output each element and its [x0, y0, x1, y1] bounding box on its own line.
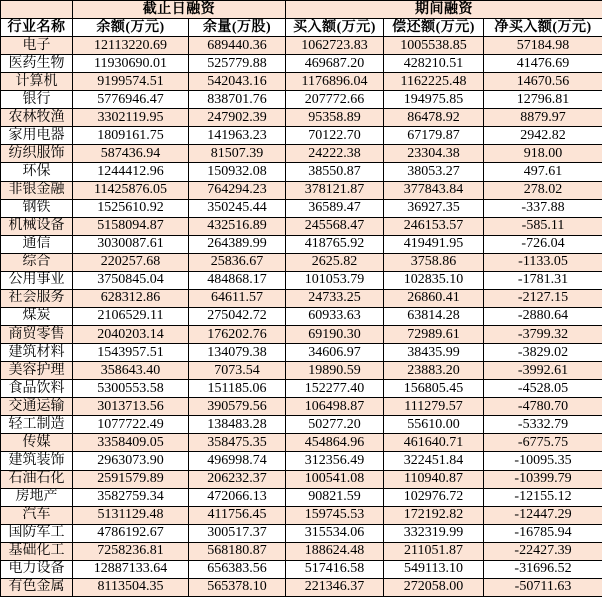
industry-name-cell[interactable]: 商贸零售 — [1, 326, 73, 344]
value-cell[interactable]: 454864.96 — [286, 434, 384, 452]
industry-name-cell[interactable]: 基础化工 — [1, 542, 73, 560]
industry-name-cell[interactable]: 传媒 — [1, 434, 73, 452]
value-cell[interactable]: 496998.74 — [189, 452, 286, 470]
value-cell[interactable]: 275042.72 — [189, 307, 286, 325]
value-cell[interactable]: 106498.87 — [286, 398, 384, 416]
industry-name-cell[interactable]: 轻工制造 — [1, 416, 73, 434]
column-header-buy-amount[interactable]: 买入额(万元) — [286, 19, 384, 37]
value-cell[interactable]: 377843.84 — [384, 181, 484, 199]
value-cell[interactable]: 764294.23 — [189, 181, 286, 199]
value-cell[interactable]: 246153.57 — [384, 217, 484, 235]
industry-name-cell[interactable]: 社会服务 — [1, 289, 73, 307]
value-cell[interactable]: 568180.87 — [189, 542, 286, 560]
industry-name-cell[interactable]: 汽车 — [1, 506, 73, 524]
industry-name-cell[interactable]: 电子 — [1, 37, 73, 55]
value-cell[interactable]: 2625.82 — [286, 253, 384, 271]
value-cell[interactable]: 221346.37 — [286, 578, 384, 596]
value-cell[interactable]: 150932.08 — [189, 163, 286, 181]
value-cell[interactable]: -31696.52 — [484, 560, 602, 578]
value-cell[interactable]: 390579.56 — [189, 398, 286, 416]
value-cell[interactable]: 264389.99 — [189, 235, 286, 253]
value-cell[interactable]: 211051.87 — [384, 542, 484, 560]
industry-name-cell[interactable]: 煤炭 — [1, 307, 73, 325]
industry-name-cell[interactable]: 钢铁 — [1, 199, 73, 217]
value-cell[interactable]: 138483.28 — [189, 416, 286, 434]
value-cell[interactable]: 1543957.51 — [73, 344, 189, 362]
value-cell[interactable]: 517416.58 — [286, 560, 384, 578]
value-cell[interactable]: 172192.82 — [384, 506, 484, 524]
value-cell[interactable]: -2127.15 — [484, 289, 602, 307]
table-row — [1, 344, 602, 362]
value-cell[interactable]: 81507.39 — [189, 145, 286, 163]
value-cell[interactable]: 5131129.48 — [73, 506, 189, 524]
value-cell[interactable]: 69190.30 — [286, 326, 384, 344]
table-row — [1, 127, 602, 145]
table-row — [1, 506, 602, 524]
group-header-period-financing[interactable]: 期间融资 — [286, 1, 602, 19]
column-header-net-buy-amount[interactable]: 净买入额(万元) — [484, 19, 602, 37]
table-row — [1, 434, 602, 452]
value-cell[interactable]: 565378.10 — [189, 578, 286, 596]
value-cell[interactable]: 102835.10 — [384, 271, 484, 289]
table-row — [1, 37, 602, 55]
value-cell[interactable]: 70122.70 — [286, 127, 384, 145]
column-header-balance[interactable]: 余额(万元) — [73, 19, 189, 37]
value-cell[interactable]: 472066.13 — [189, 488, 286, 506]
table-row — [1, 416, 602, 434]
value-cell[interactable]: 151185.06 — [189, 380, 286, 398]
table-row — [1, 199, 602, 217]
value-cell[interactable]: -50711.63 — [484, 578, 602, 596]
value-cell[interactable]: 350245.44 — [189, 199, 286, 217]
table-row — [1, 91, 602, 109]
value-cell[interactable]: 628312.86 — [73, 289, 189, 307]
table-row — [1, 73, 602, 91]
value-cell[interactable]: -12155.12 — [484, 488, 602, 506]
industry-name-cell[interactable]: 食品饮料 — [1, 380, 73, 398]
value-cell[interactable]: 838701.76 — [189, 91, 286, 109]
value-cell[interactable]: 300517.37 — [189, 524, 286, 542]
value-cell[interactable]: 432516.89 — [189, 217, 286, 235]
table-row — [1, 253, 602, 271]
value-cell[interactable]: 110940.87 — [384, 470, 484, 488]
value-cell[interactable]: 3758.86 — [384, 253, 484, 271]
value-cell[interactable]: 358643.40 — [73, 362, 189, 380]
industry-name-cell[interactable]: 农林牧渔 — [1, 109, 73, 127]
value-cell[interactable]: 64611.57 — [189, 289, 286, 307]
value-cell[interactable]: 12887133.64 — [73, 560, 189, 578]
value-cell[interactable]: 7258236.81 — [73, 542, 189, 560]
value-cell[interactable]: 3750845.04 — [73, 271, 189, 289]
value-cell[interactable]: 38435.99 — [384, 344, 484, 362]
value-cell[interactable]: 2591579.89 — [73, 470, 189, 488]
table-row — [1, 452, 602, 470]
value-cell[interactable]: 206232.37 — [189, 470, 286, 488]
industry-name-cell[interactable]: 医药生物 — [1, 55, 73, 73]
value-cell[interactable]: 5776946.47 — [73, 91, 189, 109]
value-cell[interactable]: 2040203.14 — [73, 326, 189, 344]
industry-name-cell[interactable]: 纺织服饰 — [1, 145, 73, 163]
industry-name-cell[interactable]: 计算机 — [1, 73, 73, 91]
value-cell[interactable]: 60933.63 — [286, 307, 384, 325]
value-cell[interactable]: 8113504.35 — [73, 578, 189, 596]
value-cell[interactable]: -3992.61 — [484, 362, 602, 380]
column-header-volume[interactable]: 余量(万股) — [189, 19, 286, 37]
value-cell[interactable]: 484868.17 — [189, 271, 286, 289]
industry-name-cell[interactable]: 建筑装饰 — [1, 452, 73, 470]
value-cell[interactable]: 3013713.56 — [73, 398, 189, 416]
industry-name-cell[interactable]: 石油石化 — [1, 470, 73, 488]
value-cell[interactable]: -10399.79 — [484, 470, 602, 488]
value-cell[interactable]: 1809161.75 — [73, 127, 189, 145]
value-cell[interactable]: 419491.95 — [384, 235, 484, 253]
value-cell[interactable]: 207772.66 — [286, 91, 384, 109]
value-cell[interactable]: -1133.05 — [484, 253, 602, 271]
value-cell[interactable]: -585.11 — [484, 217, 602, 235]
value-cell[interactable]: 176202.76 — [189, 326, 286, 344]
value-cell[interactable]: 1062723.83 — [286, 37, 384, 55]
value-cell[interactable]: 1005538.85 — [384, 37, 484, 55]
value-cell[interactable]: 587436.94 — [73, 145, 189, 163]
value-cell[interactable]: 24733.25 — [286, 289, 384, 307]
value-cell[interactable]: 1244412.96 — [73, 163, 189, 181]
value-cell[interactable]: 101053.79 — [286, 271, 384, 289]
value-cell[interactable]: 549113.10 — [384, 560, 484, 578]
value-cell[interactable]: 11930690.01 — [73, 55, 189, 73]
column-header-industry[interactable]: 行业名称 — [1, 19, 73, 37]
industry-name-cell[interactable]: 公用事业 — [1, 271, 73, 289]
value-cell[interactable]: 24222.38 — [286, 145, 384, 163]
table-row — [1, 362, 602, 380]
table-row — [1, 380, 602, 398]
value-cell[interactable]: -10095.35 — [484, 452, 602, 470]
value-cell[interactable]: 26860.41 — [384, 289, 484, 307]
value-cell[interactable]: 3302119.95 — [73, 109, 189, 127]
value-cell[interactable]: 194975.85 — [384, 91, 484, 109]
value-cell[interactable]: -22427.39 — [484, 542, 602, 560]
table-row — [1, 109, 602, 127]
table-row — [1, 163, 602, 181]
value-cell[interactable]: 25836.67 — [189, 253, 286, 271]
industry-name-cell[interactable]: 家用电器 — [1, 127, 73, 145]
value-cell[interactable]: 497.61 — [484, 163, 602, 181]
value-cell[interactable]: 378121.87 — [286, 181, 384, 199]
value-cell[interactable]: 272058.00 — [384, 578, 484, 596]
group-header-deadline-financing[interactable]: 截止日融资 — [73, 1, 286, 19]
value-cell[interactable]: 19890.59 — [286, 362, 384, 380]
value-cell[interactable]: -3829.02 — [484, 344, 602, 362]
table-row — [1, 145, 602, 163]
value-cell[interactable]: -4780.70 — [484, 398, 602, 416]
value-cell[interactable]: -726.04 — [484, 235, 602, 253]
table-row — [1, 307, 602, 325]
value-cell[interactable]: 5158094.87 — [73, 217, 189, 235]
industry-name-cell[interactable]: 房地产 — [1, 488, 73, 506]
value-cell[interactable]: 36589.47 — [286, 199, 384, 217]
value-cell[interactable]: 67179.87 — [384, 127, 484, 145]
value-cell[interactable]: 1162225.48 — [384, 73, 484, 91]
value-cell[interactable]: 8879.97 — [484, 109, 602, 127]
value-cell[interactable]: 23304.38 — [384, 145, 484, 163]
value-cell[interactable]: 2942.82 — [484, 127, 602, 145]
value-cell[interactable]: 156805.45 — [384, 380, 484, 398]
industry-name-cell[interactable]: 综合 — [1, 253, 73, 271]
value-cell[interactable]: 525779.88 — [189, 55, 286, 73]
value-cell[interactable]: 9199574.51 — [73, 73, 189, 91]
industry-name-cell[interactable]: 电力设备 — [1, 560, 73, 578]
value-cell[interactable]: 11425876.05 — [73, 181, 189, 199]
value-cell[interactable]: 461640.71 — [384, 434, 484, 452]
industry-name-cell[interactable]: 交通运输 — [1, 398, 73, 416]
value-cell[interactable]: 315534.06 — [286, 524, 384, 542]
value-cell[interactable]: 63814.28 — [384, 307, 484, 325]
value-cell[interactable]: 358475.35 — [189, 434, 286, 452]
value-cell[interactable]: -16785.94 — [484, 524, 602, 542]
value-cell[interactable]: 428210.51 — [384, 55, 484, 73]
table-row — [1, 289, 602, 307]
value-cell[interactable]: 1525610.92 — [73, 199, 189, 217]
industry-name-cell[interactable]: 建筑材料 — [1, 344, 73, 362]
value-cell[interactable]: 141963.23 — [189, 127, 286, 145]
value-cell[interactable]: -1781.31 — [484, 271, 602, 289]
value-cell[interactable]: 188624.48 — [286, 542, 384, 560]
value-cell[interactable]: 220257.68 — [73, 253, 189, 271]
table-row — [1, 55, 602, 73]
corner-cell[interactable] — [1, 1, 73, 19]
group-header-row — [1, 1, 602, 19]
table-body — [1, 37, 602, 597]
table-row — [1, 542, 602, 560]
value-cell[interactable]: 86478.92 — [384, 109, 484, 127]
value-cell[interactable]: 7073.54 — [189, 362, 286, 380]
value-cell[interactable]: -12447.29 — [484, 506, 602, 524]
table-row — [1, 470, 602, 488]
value-cell[interactable]: 159745.53 — [286, 506, 384, 524]
table-row — [1, 181, 602, 199]
value-cell[interactable]: 278.02 — [484, 181, 602, 199]
value-cell[interactable]: -337.88 — [484, 199, 602, 217]
industry-name-cell[interactable]: 有色金属 — [1, 578, 73, 596]
value-cell[interactable]: -2880.64 — [484, 307, 602, 325]
value-cell[interactable]: 152277.40 — [286, 380, 384, 398]
value-cell[interactable]: 12796.81 — [484, 91, 602, 109]
value-cell[interactable]: 55610.00 — [384, 416, 484, 434]
table-row — [1, 578, 602, 596]
value-cell[interactable]: 322451.84 — [384, 452, 484, 470]
value-cell[interactable]: 1176896.04 — [286, 73, 384, 91]
value-cell[interactable]: 245568.47 — [286, 217, 384, 235]
value-cell[interactable]: 36927.35 — [384, 199, 484, 217]
value-cell[interactable]: 469687.20 — [286, 55, 384, 73]
industry-name-cell[interactable]: 通信 — [1, 235, 73, 253]
value-cell[interactable]: 38550.87 — [286, 163, 384, 181]
value-cell[interactable]: -6775.75 — [484, 434, 602, 452]
value-cell[interactable]: 134079.38 — [189, 344, 286, 362]
value-cell[interactable]: 1077722.49 — [73, 416, 189, 434]
value-cell[interactable]: 90821.59 — [286, 488, 384, 506]
value-cell[interactable]: 41476.69 — [484, 55, 602, 73]
table-row — [1, 235, 602, 253]
table-row — [1, 488, 602, 506]
value-cell[interactable]: 12113220.69 — [73, 37, 189, 55]
value-cell[interactable]: 2963073.90 — [73, 452, 189, 470]
value-cell[interactable]: 102976.72 — [384, 488, 484, 506]
column-header-row — [1, 19, 602, 37]
industry-name-cell[interactable]: 环保 — [1, 163, 73, 181]
value-cell[interactable]: 247902.39 — [189, 109, 286, 127]
value-cell[interactable]: 14670.56 — [484, 73, 602, 91]
industry-name-cell[interactable]: 国防军工 — [1, 524, 73, 542]
value-cell[interactable]: 34606.97 — [286, 344, 384, 362]
value-cell[interactable]: -3799.32 — [484, 326, 602, 344]
value-cell[interactable]: 4786192.67 — [73, 524, 189, 542]
value-cell[interactable]: 312356.49 — [286, 452, 384, 470]
industry-name-cell[interactable]: 美容护理 — [1, 362, 73, 380]
table-row — [1, 326, 602, 344]
table-row — [1, 217, 602, 235]
value-cell[interactable]: 100541.08 — [286, 470, 384, 488]
value-cell[interactable]: 95358.89 — [286, 109, 384, 127]
column-header-repay-amount[interactable]: 偿还额(万元) — [384, 19, 484, 37]
value-cell[interactable]: 689440.36 — [189, 37, 286, 55]
table-row — [1, 560, 602, 578]
value-cell[interactable]: 2106529.11 — [73, 307, 189, 325]
value-cell[interactable]: 3358409.05 — [73, 434, 189, 452]
value-cell[interactable]: 5300553.58 — [73, 380, 189, 398]
value-cell[interactable]: 3582759.34 — [73, 488, 189, 506]
value-cell[interactable]: 111279.57 — [384, 398, 484, 416]
industry-name-cell[interactable]: 机械设备 — [1, 217, 73, 235]
value-cell[interactable]: 542043.16 — [189, 73, 286, 91]
value-cell[interactable]: 23883.20 — [384, 362, 484, 380]
table-row — [1, 271, 602, 289]
value-cell[interactable]: 418765.92 — [286, 235, 384, 253]
industry-name-cell[interactable]: 非银金融 — [1, 181, 73, 199]
value-cell[interactable]: 918.00 — [484, 145, 602, 163]
value-cell[interactable]: 332319.99 — [384, 524, 484, 542]
value-cell[interactable]: -5332.79 — [484, 416, 602, 434]
industry-name-cell[interactable]: 银行 — [1, 91, 73, 109]
value-cell[interactable]: 3030087.61 — [73, 235, 189, 253]
value-cell[interactable]: 411756.45 — [189, 506, 286, 524]
value-cell[interactable]: 57184.98 — [484, 37, 602, 55]
table-row — [1, 524, 602, 542]
value-cell[interactable]: 38053.27 — [384, 163, 484, 181]
value-cell[interactable]: -4528.05 — [484, 380, 602, 398]
value-cell[interactable]: 72989.61 — [384, 326, 484, 344]
table-row — [1, 398, 602, 416]
value-cell[interactable]: 656383.56 — [189, 560, 286, 578]
value-cell[interactable]: 50277.20 — [286, 416, 384, 434]
